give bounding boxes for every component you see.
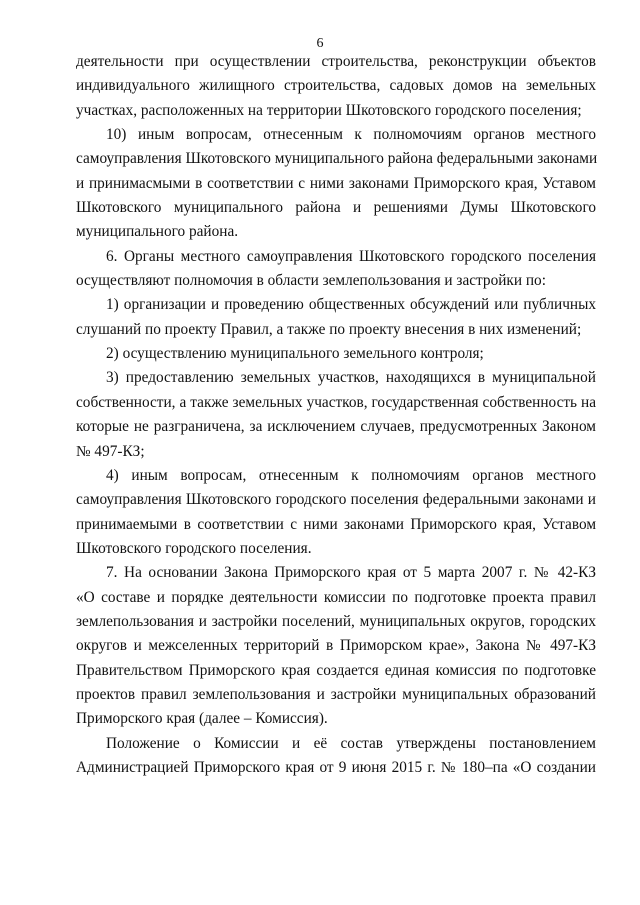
- text-line: деятельности при осуществлении строительства, реконструкции объектов: [76, 53, 596, 70]
- text-line: «О составе и порядке деятельности комиссии по подготовке проекта правил: [76, 588, 596, 606]
- document-body: [76, 50, 596, 780]
- text-line: Шкотовского муниципального района и решениями Думы Шкотовского: [76, 199, 596, 217]
- text-line: Шкотовского городского поселения.: [76, 539, 312, 557]
- text-line: собственности, а также земельных участков, государственная собственность на: [76, 393, 596, 411]
- text-line: самоуправления Шкотовского муниципального района федеральными законами: [76, 150, 598, 168]
- text-line: осуществляют полномочия в области землепользования и застройки по:: [76, 272, 546, 290]
- text-line: Правительством Приморского края создается единая комиссия по подготовке: [76, 661, 596, 679]
- text-line: которые не разграничена, за исключением случаев, предусмотренных Законом: [76, 418, 596, 436]
- text-line: проектов правил землепользования и застройки муниципальных образований: [76, 685, 596, 703]
- text-line: Администрацией Приморского края от 9 июня 2015 г. № 180–па «О создании: [76, 758, 596, 776]
- text-line: землепользования и застройки поселений, муниципальных округов, городских: [76, 612, 596, 630]
- text-line: и принимасмыми в соответствии с ними законами Приморского края, Уставом: [76, 174, 596, 192]
- text-line: 10) иным вопросам, отнесенным к полномочиям органов местного: [106, 126, 596, 144]
- text-line: муниципального района.: [76, 223, 239, 241]
- text-line: индивидуального жилищного строительства, садовых домов на земельных: [76, 77, 596, 95]
- text-line: № 497-КЗ;: [76, 442, 145, 460]
- text-line: Положение о Комиссии и её состав утверждены постановлением: [106, 734, 596, 752]
- text-line: 1) организации и проведению общественных обсуждений или публичных: [106, 296, 596, 314]
- text-line: участках, расположенных на территории Шкотовского городского поселения;: [76, 101, 582, 119]
- text-line: 3) предоставлению земельных участков, находящихся в муниципальной: [106, 369, 596, 387]
- text-line: слушаний по проекту Правил, а также по проекту внесения в них изменений;: [76, 320, 582, 338]
- text-line: 4) иным вопросам, отнесенным к полномочиям органов местного: [106, 466, 596, 484]
- text-line: 2) осуществлению муниципального земельного контроля;: [106, 345, 484, 363]
- text-line: округов и межселенных территорий в Приморском крае», Закона № 497-КЗ: [76, 637, 596, 655]
- text-line: 6. Органы местного самоуправления Шкотовского городского поселения: [106, 247, 596, 265]
- text-line: Приморского края (далее – Комиссия).: [76, 710, 328, 728]
- text-line: 7. На основании Закона Приморского края от 5 марта 2007 г. № 42-КЗ: [106, 564, 596, 582]
- text-line: самоуправления Шкотовского городского поселения федеральными законами и: [76, 491, 596, 509]
- text-line: принимаемыми в соответствии с ними законами Приморского края, Уставом: [76, 515, 596, 533]
- page-number: 6: [316, 36, 324, 51]
